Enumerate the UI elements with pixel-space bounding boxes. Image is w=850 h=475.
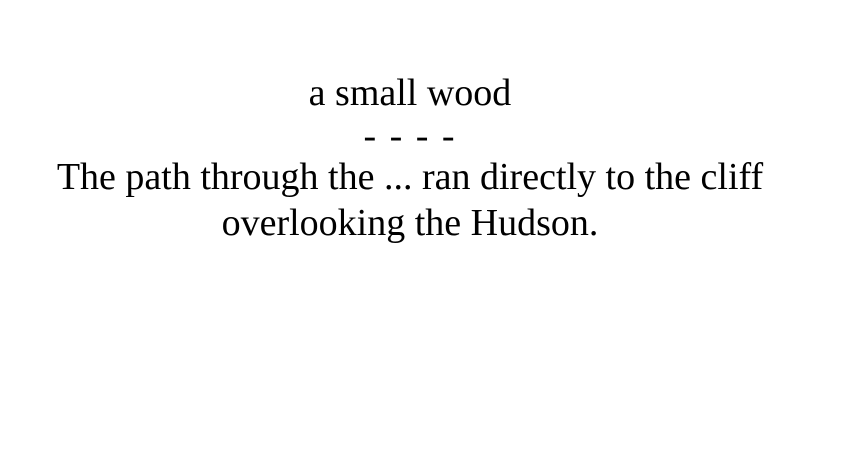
card-content	[20, 70, 800, 246]
card-term: a small wood	[308, 72, 512, 114]
card-separator: - - - -	[363, 115, 457, 157]
card-definition	[20, 154, 800, 246]
definition-line-2: overlooking the Hudson.	[221, 202, 599, 244]
definition-line-1: The path through the ... ran directly to the cliff	[56, 156, 764, 198]
